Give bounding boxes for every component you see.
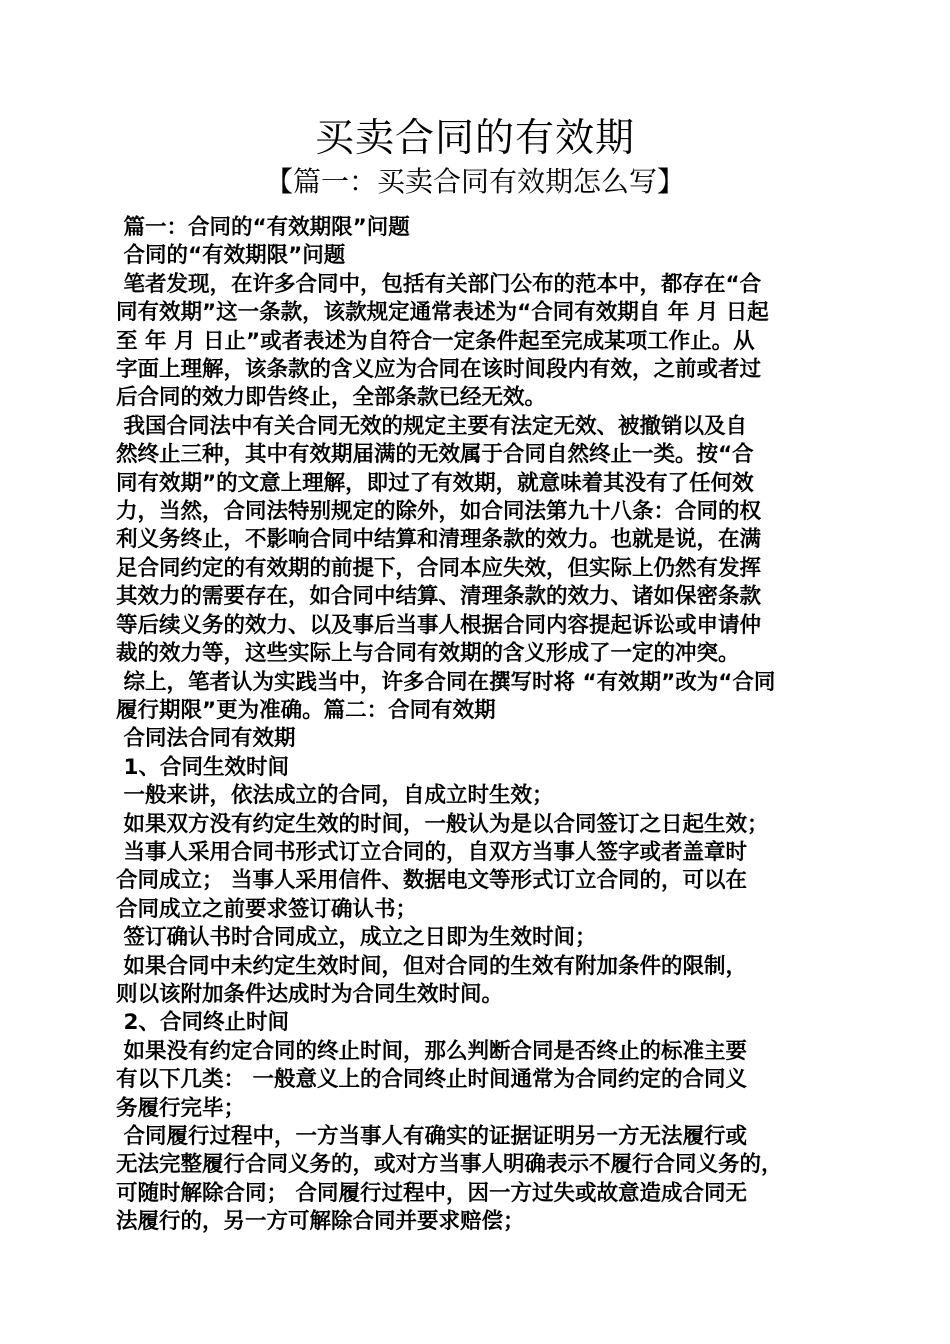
text-line: 合同法合同有效期 <box>116 726 296 752</box>
text-line: 合同履行过程中，一方当事人有确实的证据证明另一方无法履行或 <box>116 1124 747 1149</box>
document-title: 买卖合同的有效期 <box>314 116 635 161</box>
text-line: 至 年 月 日止”或者表述为自符合一定条件起至完成某项工作止。从 <box>116 328 755 354</box>
text-line: 2、合同终止时间 <box>116 1010 289 1036</box>
text-line: 如果没有约定合同的终止时间，那么判断合同是否终止的标准主要 <box>116 1038 747 1064</box>
text-line: 其效力的需要存在，如合同中结算、清理条款的效力、诸如保密条款 <box>116 584 762 610</box>
text-line: 综上，笔者认为实践当中，许多合同在撰写时将 “有效期”改为“合同 <box>116 669 776 695</box>
text-line: 同有效期”这一条款，该款规定通常表述为“合同有效期自 年 月 日起 <box>116 300 769 326</box>
text-line: 然终止三种，其中有效期届满的无效属于合同自然终止一类。按“合 <box>116 442 754 468</box>
text-line: 法履行的，另一方可解除合同并要求赔偿； <box>116 1209 525 1235</box>
text-line: 如果双方没有约定生效的时间，一般认为是以合同签订之日起生效； <box>116 811 769 837</box>
text-line: 则以该附加条件达成时为合同生效时间。 <box>116 981 504 1007</box>
text-line: 当事人采用合同书形式订立合同的，自双方当事人签字或者盖章时 <box>116 839 747 865</box>
text-line: 字面上理解，该条款的含义应为合同在该时间段内有效，之前或者过 <box>116 357 762 383</box>
text-line: 务履行完毕； <box>116 1095 246 1121</box>
text-line: 同有效期”的文意上理解，即过了有效期，就意味着其没有了任何效 <box>116 470 754 496</box>
text-line: 签订确认书时合同成立，成立之日即为生效时间； <box>116 925 597 951</box>
text-line: 合同成立； 当事人采用信件、数据电文等形式订立合同的，可以在 <box>116 868 747 894</box>
text-line: 足合同约定的有效期的前提下，合同本应失效，但实际上仍然有发挥 <box>116 555 762 581</box>
text-line: 等后续义务的效力、以及事后当事人根据合同内容提起诉讼或申请仲 <box>116 612 762 638</box>
text-line: 篇一：合同的“有效期限”问题 <box>116 215 410 240</box>
text-line: 如果合同中未约定生效时间，但对合同的生效有附加条件的限制， <box>116 953 747 979</box>
text-line: 可随时解除合同； 合同履行过程中，因一方过失或故意造成合同无 <box>116 1180 747 1206</box>
text-line: 合同的“有效期限”问题 <box>116 243 346 269</box>
text-line: 一般来讲，依法成立的合同，自成立时生效； <box>116 783 554 809</box>
text-line: 无法完整履行合同义务的，或对方当事人明确表示不履行合同义务的， <box>116 1152 783 1178</box>
document-subtitle: 【篇一：买卖合同有效期怎么写】 <box>264 165 685 198</box>
text-line: 利义务终止，不影响合同中结算和清理条款的效力。也就是说，在满 <box>116 527 762 553</box>
text-line: 有以下几类： 一般意义上的合同终止时间通常为合同约定的合同义 <box>116 1067 747 1093</box>
text-line: 后合同的效力即告终止，全部条款已经无效。 <box>116 385 547 411</box>
text-line: 笔者发现，在许多合同中，包括有关部门公布的范本中，都存在“合 <box>116 271 762 297</box>
document-body <box>116 214 846 1237</box>
text-line: 裁的效力等，这些实际上与合同有效期的含义形成了一定的冲突。 <box>116 641 740 667</box>
text-line: 我国合同法中有关合同无效的规定主要有法定无效、被撤销以及自 <box>116 413 747 439</box>
text-line: 力，当然，合同法特别规定的除外，如合同法第九十八条：合同的权 <box>116 499 762 525</box>
text-line: 履行期限”更为准确。篇二：合同有效期 <box>116 697 496 723</box>
text-line: 1、合同生效时间 <box>116 754 289 780</box>
text-line: 合同成立之前要求签订确认书； <box>116 896 418 922</box>
